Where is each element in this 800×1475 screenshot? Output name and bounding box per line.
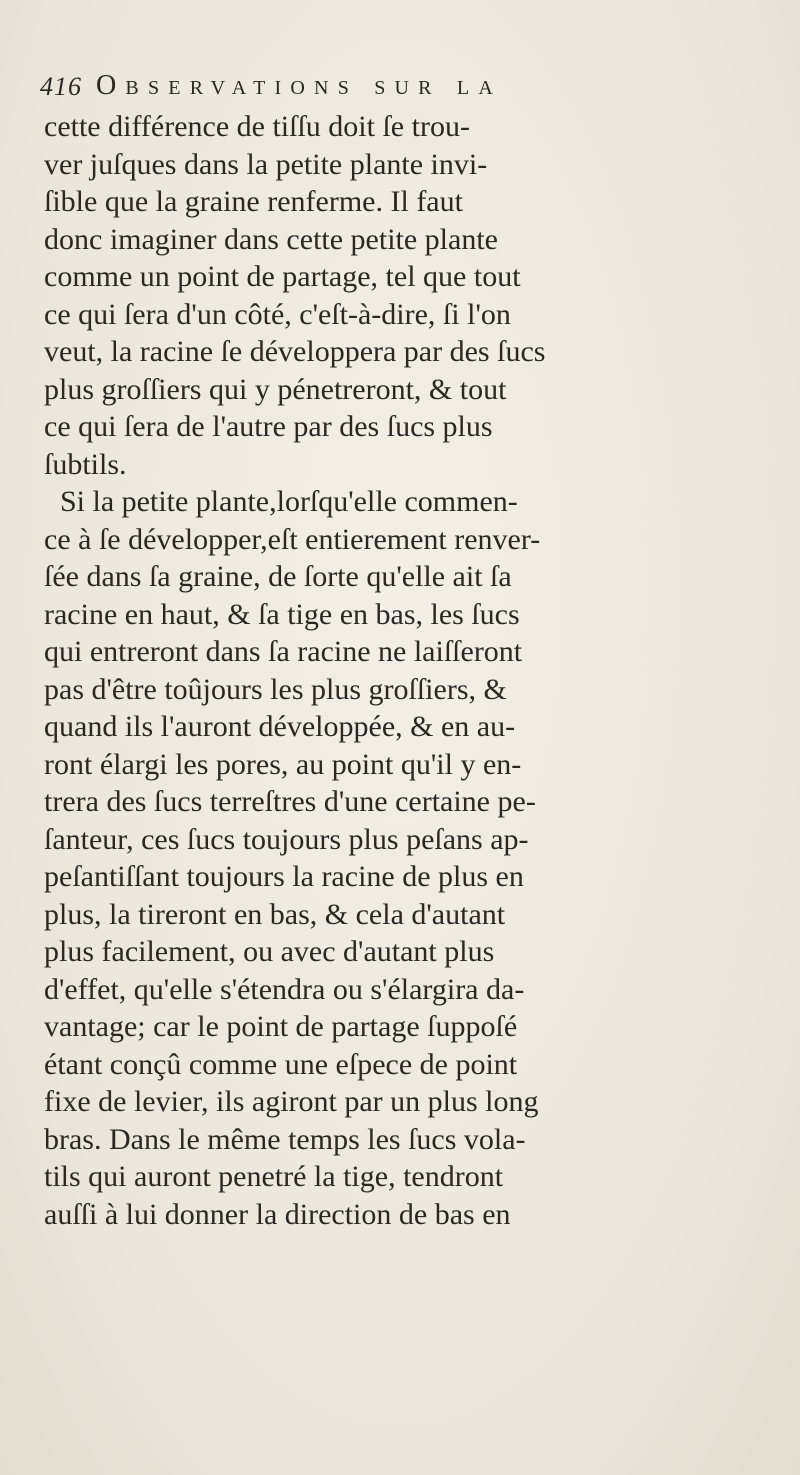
- text-line: tils qui auront penetré la tige, tendront: [44, 1160, 504, 1193]
- text-line: ce qui ſera d'un côté, c'eſt-à-dire, ſi l'on: [44, 297, 511, 331]
- text-line: d'effet, qu'elle s'étendra ou s'élargira da-: [44, 972, 525, 1006]
- text-line: qui entreront dans ſa racine ne laiſſeront: [44, 635, 523, 668]
- text-line: veut, la racine ſe développera par des ſucs: [44, 335, 546, 368]
- text-line: cette différence de tiſſu doit ſe trou-: [44, 110, 470, 143]
- text-line: ſée dans ſa graine, de ſorte qu'elle ait ſa: [44, 560, 512, 593]
- page-number: 416: [40, 72, 82, 101]
- page-header: [40, 72, 740, 112]
- text-line: pas d'être toûjours les plus groſſiers, &: [44, 672, 507, 706]
- text-line: trera des ſucs terreſtres d'une certaine pe-: [44, 785, 536, 818]
- text-line: ce qui ſera de l'autre par des ſucs plus: [44, 410, 493, 443]
- text-line: ſubtils.: [44, 447, 127, 481]
- text-line: étant conçû comme une eſpece de point: [44, 1047, 518, 1081]
- text-line: plus, la tireront en bas, & cela d'autant: [44, 897, 506, 931]
- text-line: auſſi à lui donner la direction de bas en: [44, 1197, 511, 1231]
- text-line: peſantiſſant toujours la racine de plus en: [44, 860, 524, 893]
- text-line: ſanteur, ces ſucs toujours plus peſans ap-: [44, 822, 529, 856]
- text-line: donc imaginer dans cette petite plante: [44, 222, 498, 256]
- running-head: Observations sur la: [96, 70, 502, 101]
- text-line: comme un point de partage, tel que tout: [44, 260, 521, 293]
- text-line: quand ils l'auront développée, & en au-: [44, 710, 516, 743]
- text-line: ce à ſe développer,eſt entierement renver-: [44, 522, 541, 556]
- text-line: racine en haut, & ſa tige en bas, les ſucs: [44, 597, 520, 631]
- text-line: plus facilement, ou avec d'autant plus: [44, 935, 495, 968]
- body-text: [44, 108, 764, 1233]
- paragraph-first-line: Si la petite plante,lorſqu'elle commen-: [60, 485, 518, 518]
- text-line: vantage; car le point de partage ſuppoſé: [44, 1010, 518, 1043]
- text-line: ſible que la graine renferme. Il faut: [44, 185, 463, 218]
- text-line: plus groſſiers qui y pénetreront, & tout: [44, 372, 507, 406]
- text-line: ver juſques dans la petite plante invi-: [44, 147, 488, 181]
- text-line: bras. Dans le même temps les ſucs vola-: [44, 1122, 526, 1156]
- text-line: fixe de levier, ils agiront par un plus long: [44, 1085, 539, 1118]
- text-line: ront élargi les pores, au point qu'il y en-: [44, 747, 522, 781]
